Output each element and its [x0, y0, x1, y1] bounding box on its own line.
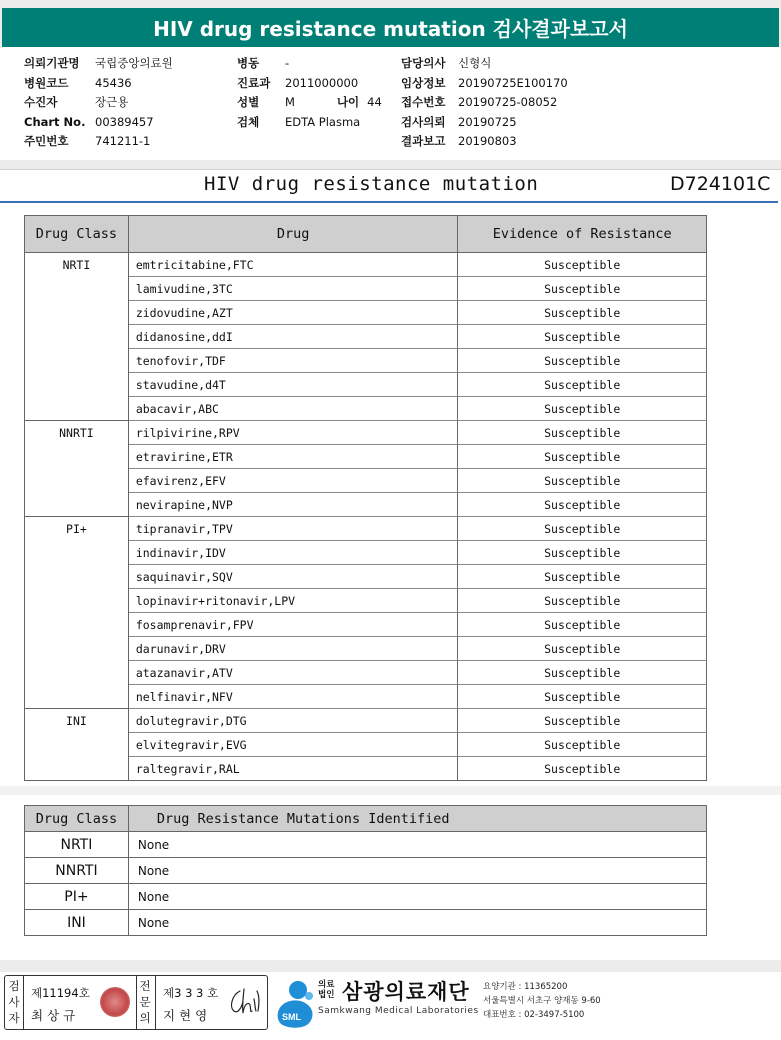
resistance-table [24, 215, 707, 781]
mutations-cell: None [128, 832, 706, 858]
mutations-cell: None [128, 858, 706, 884]
drug-cell: saquinavir,SQV [128, 565, 458, 589]
info-row [24, 74, 173, 94]
contact-line: 요양기관 : 11365200 [483, 982, 568, 992]
drug-cell: efavirenz,EFV [128, 469, 458, 493]
drug-cell: atazanavir,ATV [128, 661, 458, 685]
info-label: 검사의뢰 [401, 114, 446, 129]
info-value: 2011000000 [285, 75, 359, 90]
info-label: 접수번호 [401, 95, 446, 109]
table-row [25, 421, 707, 445]
table-gap [0, 786, 781, 795]
info-value: EDTA Plasma [285, 114, 361, 129]
info-value: 신형식 [458, 56, 492, 70]
drug-class-cell: PI+ [25, 884, 129, 910]
section-divider [0, 160, 781, 170]
info-label: 검체 [237, 114, 260, 129]
info-row [24, 113, 173, 133]
table-row [25, 910, 707, 936]
contact-line: 서울특별시 서초구 양재동 9-60 [483, 996, 601, 1006]
evidence-cell: Susceptible [458, 373, 707, 397]
info-label: 진료과 [237, 75, 271, 90]
drug-cell: etravirine,ETR [128, 445, 458, 469]
drug-cell: lamivudine,3TC [128, 277, 458, 301]
specialist-label: 전문의 [139, 979, 151, 1025]
info-row [401, 54, 568, 74]
evidence-cell: Susceptible [458, 517, 707, 541]
info-row [237, 113, 382, 133]
drug-cell: tipranavir,TPV [128, 517, 458, 541]
divider [23, 976, 24, 1029]
organization-korean-name: 삼광의료재단 [342, 980, 470, 1004]
specialist-name: 지 현 영 [163, 1008, 208, 1023]
test-code: D724101C [670, 173, 771, 195]
evidence-cell: Susceptible [458, 661, 707, 685]
evidence-cell: Susceptible [458, 637, 707, 661]
info-row [401, 113, 568, 133]
contact-line: 대표번호 : 02-3497-5100 [483, 1010, 585, 1020]
info-label: 성별 [237, 95, 260, 109]
info-value: 20190725-08052 [458, 95, 558, 109]
drug-class-cell: NRTI [25, 832, 129, 858]
evidence-cell: Susceptible [458, 469, 707, 493]
info-row [237, 74, 382, 94]
patient-info-col3 [401, 54, 568, 152]
table-row [25, 709, 707, 733]
info-value: - [285, 56, 290, 70]
info-label: 담당의사 [401, 56, 446, 70]
info-value: 45436 [95, 75, 132, 90]
drug-cell: fosamprenavir,FPV [128, 613, 458, 637]
mutations-cell: None [128, 910, 706, 936]
evidence-cell: Susceptible [458, 757, 707, 781]
examiner-name: 최 상 규 [31, 1008, 76, 1023]
header-evidence: Evidence of Resistance [458, 216, 707, 253]
title-underline [0, 201, 778, 203]
info-value: 741211-1 [95, 134, 151, 148]
info-label: 주민번호 [24, 134, 69, 148]
drug-cell: nevirapine,NVP [128, 493, 458, 517]
evidence-cell: Susceptible [458, 541, 707, 565]
info-label: 결과보고 [401, 134, 446, 148]
table-row [25, 884, 707, 910]
drug-cell: rilpivirine,RPV [128, 421, 458, 445]
signature-box [4, 975, 268, 1030]
evidence-cell: Susceptible [458, 421, 707, 445]
header-drug-class: Drug Class [25, 216, 129, 253]
drug-cell: abacavir,ABC [128, 397, 458, 421]
evidence-cell: Susceptible [458, 445, 707, 469]
info-label: 수진자 [24, 95, 58, 109]
title-bar [0, 0, 781, 47]
drug-cell: lopinavir+ritonavir,LPV [128, 589, 458, 613]
drug-cell: nelfinavir,NFV [128, 685, 458, 709]
table-row [25, 858, 707, 884]
info-row [401, 132, 568, 152]
age-label: 나이 [336, 95, 360, 109]
drug-class-cell: NNRTI [25, 421, 129, 517]
evidence-cell: Susceptible [458, 565, 707, 589]
info-row [401, 74, 568, 94]
table-header-row [25, 216, 707, 253]
header-drug-class: Drug Class [25, 806, 129, 832]
mutations-table-body [25, 832, 707, 936]
header-drug: Drug [128, 216, 458, 253]
signature-icon [226, 985, 262, 1019]
info-value: 장근용 [95, 95, 129, 109]
mutations-cell: None [128, 884, 706, 910]
drug-class-cell: PI+ [25, 517, 129, 709]
examiner-seal-icon [100, 987, 130, 1017]
info-value: M [285, 95, 295, 109]
mutations-table [24, 805, 707, 936]
table-row [25, 517, 707, 541]
drug-cell: emtricitabine,FTC [128, 253, 458, 277]
info-row [237, 93, 382, 113]
drug-cell: raltegravir,RAL [128, 757, 458, 781]
drug-class-cell: NRTI [25, 253, 129, 421]
info-value: 20190803 [458, 134, 517, 148]
evidence-cell: Susceptible [458, 325, 707, 349]
drug-cell: tenofovir,TDF [128, 349, 458, 373]
drug-class-cell: NNRTI [25, 858, 129, 884]
drug-cell: zidovudine,AZT [128, 301, 458, 325]
info-label: 병원코드 [24, 75, 69, 90]
info-row [24, 132, 173, 152]
info-value: 00389457 [95, 114, 154, 129]
info-label: 의뢰기관명 [24, 56, 80, 70]
header-mutations: Drug Resistance Mutations Identified [128, 806, 706, 832]
table-header-row [25, 806, 707, 832]
evidence-cell: Susceptible [458, 589, 707, 613]
info-value: 20190725 [458, 114, 517, 129]
evidence-cell: Susceptible [458, 709, 707, 733]
examiner-license-no: 제11194호 [31, 986, 90, 1000]
organization-type: 의료법인 [318, 980, 335, 1000]
info-row [401, 93, 568, 113]
footer-divider [0, 960, 781, 972]
evidence-cell: Susceptible [458, 349, 707, 373]
organization-english-name: Samkwang Medical Laboratories [318, 1006, 479, 1016]
evidence-cell: Susceptible [458, 685, 707, 709]
logo-text: SML [282, 1012, 301, 1022]
patient-info-col2 [237, 54, 382, 132]
patient-info-col1 [24, 54, 173, 152]
info-value: 국립중앙의료원 [95, 56, 173, 70]
resistance-table-body [25, 253, 707, 781]
drug-class-cell: INI [25, 709, 129, 781]
evidence-cell: Susceptible [458, 613, 707, 637]
drug-cell: didanosine,ddI [128, 325, 458, 349]
drug-cell: dolutegravir,DTG [128, 709, 458, 733]
drug-class-cell: INI [25, 910, 129, 936]
info-row [237, 54, 382, 74]
info-label: Chart No. [24, 114, 86, 129]
specialist-license-no: 제3 3 3 호 [163, 986, 219, 1000]
table-row [25, 832, 707, 858]
evidence-cell: Susceptible [458, 493, 707, 517]
evidence-cell: Susceptible [458, 253, 707, 277]
info-label: 병동 [237, 56, 260, 70]
evidence-cell: Susceptible [458, 277, 707, 301]
age-value: 44 [367, 95, 382, 109]
examiner-label: 검사자 [8, 979, 20, 1025]
contact-info [483, 980, 601, 1022]
drug-cell: darunavir,DRV [128, 637, 458, 661]
table-row [25, 253, 707, 277]
section-title: HIV drug resistance mutation [204, 173, 539, 195]
evidence-cell: Susceptible [458, 733, 707, 757]
drug-cell: indinavir,IDV [128, 541, 458, 565]
evidence-cell: Susceptible [458, 301, 707, 325]
sml-logo-icon [273, 978, 319, 1028]
info-label: 임상정보 [401, 75, 446, 90]
drug-cell: elvitegravir,EVG [128, 733, 458, 757]
divider [155, 976, 156, 1029]
info-row [24, 54, 173, 74]
info-row [24, 93, 173, 113]
info-value: 20190725E100170 [458, 75, 568, 90]
drug-cell: stavudine,d4T [128, 373, 458, 397]
evidence-cell: Susceptible [458, 397, 707, 421]
report-title: HIV drug resistance mutation 검사결과보고서 [2, 8, 779, 47]
